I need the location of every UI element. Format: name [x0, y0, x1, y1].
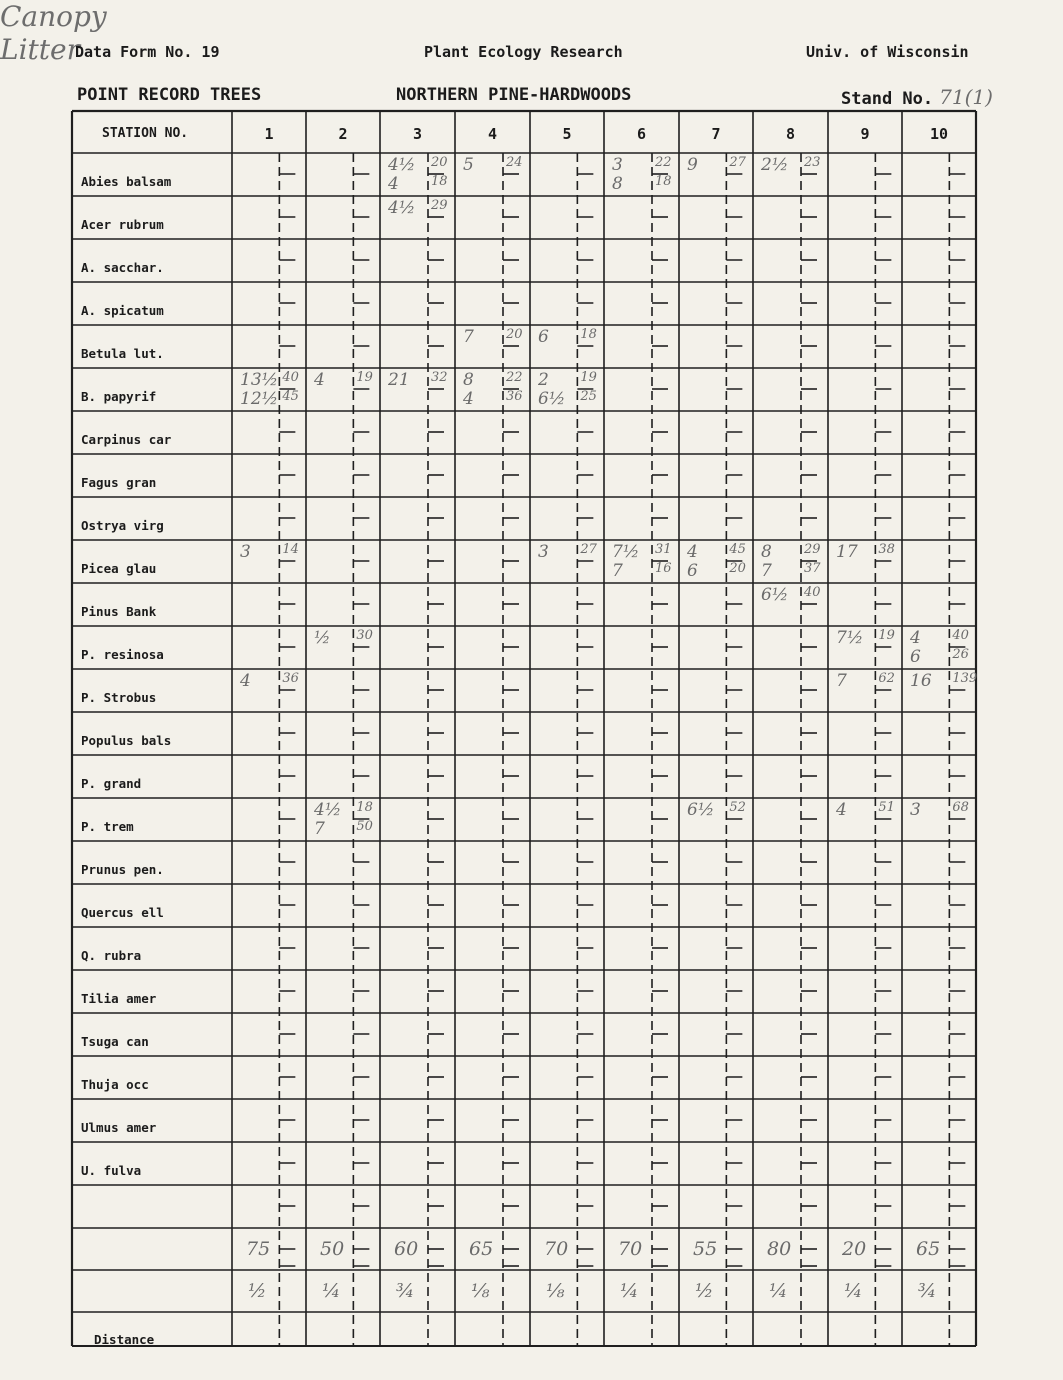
- distance-value: 16: [655, 561, 672, 576]
- university-name: Univ. of Wisconsin: [806, 43, 969, 61]
- distance-value: 18: [580, 327, 597, 342]
- dbh-value: 2½: [761, 155, 789, 175]
- station-column-header: 7: [711, 125, 721, 143]
- distance-value: 37: [804, 561, 821, 576]
- distance-value: 36: [506, 389, 523, 404]
- canopy-value: 75: [246, 1238, 271, 1260]
- dbh-value: 7½: [836, 628, 864, 648]
- station-column-header: 10: [929, 125, 949, 143]
- distance-value: 139: [952, 671, 978, 686]
- dbh-value: 7½: [612, 542, 640, 562]
- record-type-title: POINT RECORD TREES: [77, 85, 262, 105]
- station-no-label: STATION NO.: [102, 126, 189, 141]
- distance-value: 19: [580, 370, 597, 385]
- litter-value: ⅛: [546, 1280, 565, 1302]
- canopy-value: 60: [394, 1238, 419, 1260]
- dbh-value: 8: [463, 370, 474, 390]
- distance-value: 22: [655, 155, 672, 170]
- litter-value: ¼: [844, 1280, 863, 1302]
- species-label: Populus bals: [81, 733, 172, 748]
- distance-value: 32: [431, 370, 448, 385]
- distance-value: 18: [655, 174, 672, 189]
- species-label: Quercus ell: [81, 905, 164, 920]
- distance-value: 25: [580, 389, 597, 404]
- canopy-value: 20: [842, 1238, 867, 1260]
- dbh-value: 6: [910, 647, 921, 667]
- distance-value: 18: [356, 800, 373, 815]
- dbh-value: 4½: [388, 198, 416, 218]
- canopy-label: Canopy: [0, 0, 107, 33]
- dbh-value: 3: [612, 155, 623, 175]
- dbh-value: 13½: [240, 370, 279, 390]
- station-column-header: 9: [860, 125, 870, 143]
- distance-value: 68: [952, 800, 969, 815]
- dbh-value: 6½: [538, 389, 566, 409]
- litter-value: ¼: [769, 1280, 788, 1302]
- litter-value: ½: [248, 1280, 267, 1302]
- stand-value: 71(1): [939, 85, 993, 109]
- distance-value: 14: [282, 542, 299, 557]
- dbh-value: 4: [314, 370, 325, 390]
- species-label: Q. rubra: [81, 948, 142, 963]
- distance-value: 38: [878, 542, 895, 557]
- distance-value: 20: [431, 155, 448, 170]
- species-label: Picea glau: [81, 561, 157, 576]
- dbh-value: 12½: [240, 389, 279, 409]
- dbh-value: 4: [910, 628, 921, 648]
- species-label: Pinus Bank: [81, 604, 157, 619]
- dbh-value: 9: [687, 155, 698, 175]
- dbh-value: 4: [388, 174, 399, 194]
- distance-value: 22: [506, 370, 523, 385]
- forest-type-title: NORTHERN PINE-HARDWOODS: [396, 85, 632, 105]
- distance-value: 40: [804, 585, 821, 600]
- species-label: P. resinosa: [81, 647, 164, 662]
- station-column-header: 2: [338, 125, 348, 143]
- species-label: U. fulva: [81, 1163, 142, 1178]
- species-label: Carpinus car: [81, 432, 172, 447]
- canopy-value: 70: [618, 1238, 643, 1260]
- distance-value: 27: [580, 542, 597, 557]
- species-label: Betula lut.: [81, 346, 164, 361]
- dbh-value: 4½: [388, 155, 416, 175]
- distance-label: Distance: [94, 1332, 155, 1347]
- species-label: Ulmus amer: [81, 1120, 157, 1135]
- species-label: P. grand: [81, 776, 142, 791]
- species-label: Thuja occ: [81, 1077, 149, 1092]
- station-column-header: 4: [487, 125, 498, 143]
- stand-label: Stand No.: [841, 89, 934, 109]
- dbh-value: 7: [761, 561, 772, 581]
- species-label: A. spicatum: [81, 303, 164, 318]
- dbh-value: 3: [240, 542, 251, 562]
- distance-value: 30: [356, 628, 373, 643]
- litter-value: ¾: [918, 1280, 937, 1302]
- dbh-value: 6½: [687, 800, 715, 820]
- dbh-value: 4: [463, 389, 474, 409]
- distance-value: 52: [729, 800, 746, 815]
- canopy-value: 55: [693, 1238, 718, 1260]
- dbh-value: 4: [836, 800, 847, 820]
- species-label: A. sacchar.: [81, 260, 164, 275]
- distance-value: 18: [431, 174, 448, 189]
- canopy-value: 50: [320, 1238, 345, 1260]
- dbh-value: 5: [463, 155, 474, 175]
- station-column-header: 5: [562, 125, 572, 143]
- species-label: Fagus gran: [81, 475, 157, 490]
- canopy-value: 65: [916, 1238, 941, 1260]
- distance-value: 24: [506, 155, 523, 170]
- dbh-value: 8: [612, 174, 623, 194]
- litter-value: ¼: [620, 1280, 639, 1302]
- distance-value: 23: [804, 155, 821, 170]
- research-title: Plant Ecology Research: [424, 43, 623, 61]
- species-label: P. Strobus: [81, 690, 157, 705]
- distance-value: 26: [952, 647, 969, 662]
- station-column-header: 3: [412, 125, 423, 143]
- station-column-header: 6: [636, 125, 647, 143]
- distance-value: 50: [356, 819, 373, 834]
- distance-value: 45: [729, 542, 746, 557]
- species-label: Prunus pen.: [81, 862, 164, 877]
- dbh-value: 4½: [314, 800, 342, 820]
- station-column-header: 1: [264, 125, 274, 143]
- distance-value: 29: [431, 198, 448, 213]
- species-label: Tilia amer: [81, 991, 157, 1006]
- dbh-value: 3: [538, 542, 549, 562]
- litter-value: ½: [695, 1280, 714, 1302]
- canopy-value: 65: [469, 1238, 494, 1260]
- litter-label: Litter: [0, 33, 81, 66]
- species-label: Acer rubrum: [81, 217, 164, 232]
- dbh-value: 4: [687, 542, 698, 562]
- dbh-value: 8: [761, 542, 772, 562]
- dbh-value: 2: [538, 370, 549, 390]
- dbh-value: 6½: [761, 585, 789, 605]
- dbh-value: 17: [836, 542, 858, 562]
- dbh-value: 16: [910, 671, 932, 691]
- dbh-value: ½: [314, 628, 331, 648]
- dbh-value: 3: [910, 800, 921, 820]
- canopy-value: 80: [767, 1238, 792, 1260]
- species-label: Ostrya virg: [81, 518, 164, 533]
- species-label: P. trem: [81, 819, 134, 834]
- dbh-value: 21: [388, 370, 410, 390]
- dbh-value: 4: [240, 671, 251, 691]
- dbh-value: 7: [463, 327, 474, 347]
- dbh-value: 6: [687, 561, 698, 581]
- canopy-value: 70: [544, 1238, 569, 1260]
- form-number: Data Form No. 19: [75, 43, 220, 61]
- litter-value: ⅛: [471, 1280, 490, 1302]
- dbh-value: 7: [836, 671, 847, 691]
- distance-value: 62: [878, 671, 895, 686]
- dbh-value: 7: [314, 819, 325, 839]
- station-column-header: 8: [785, 125, 796, 143]
- litter-value: ¼: [322, 1280, 341, 1302]
- species-label: B. papyrif: [81, 389, 157, 404]
- distance-value: 27: [729, 155, 746, 170]
- distance-value: 31: [655, 542, 672, 557]
- species-label: Abies balsam: [81, 174, 172, 189]
- distance-value: 29: [804, 542, 821, 557]
- distance-value: 40: [282, 370, 299, 385]
- distance-value: 45: [282, 389, 299, 404]
- litter-value: ¾: [396, 1280, 415, 1302]
- distance-value: 19: [356, 370, 373, 385]
- distance-value: 20: [729, 561, 746, 576]
- species-label: Tsuga can: [81, 1034, 149, 1049]
- dbh-value: 7: [612, 561, 623, 581]
- distance-value: 20: [506, 327, 523, 342]
- distance-value: 36: [282, 671, 299, 686]
- distance-value: 19: [878, 628, 895, 643]
- dbh-value: 6: [538, 327, 549, 347]
- distance-value: 40: [952, 628, 969, 643]
- distance-value: 51: [878, 800, 895, 815]
